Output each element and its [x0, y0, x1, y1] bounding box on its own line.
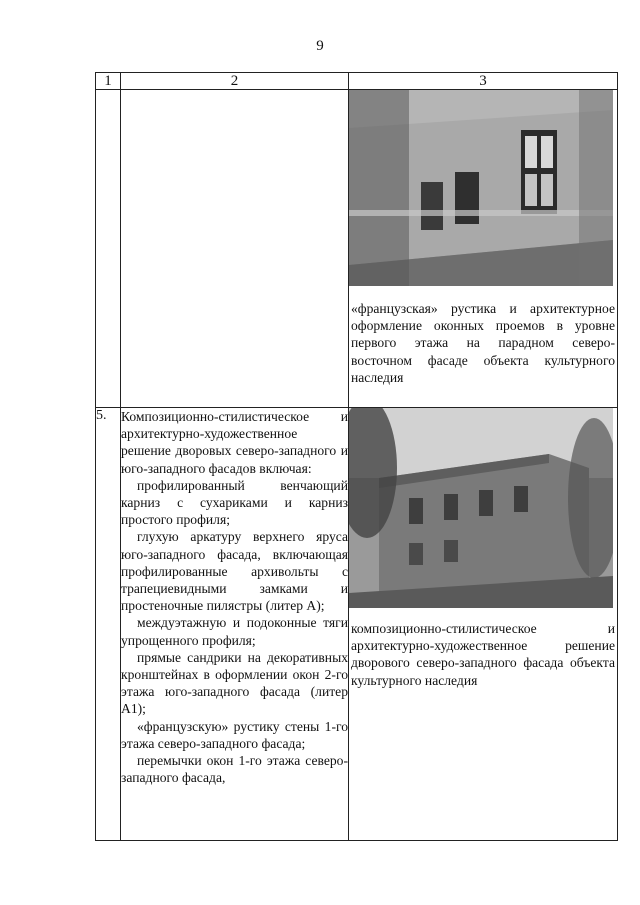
- photo-caption-parade: «французская» рустика и архитектурное оформление оконных проемов в уровне первого этажа на парадном северо-восточном фасаде объекта культурного наследия: [351, 301, 615, 385]
- row-description-cell: [121, 90, 349, 408]
- description-paragraph: междуэтажную и подоконные тяги упрощенного профиля;: [121, 615, 348, 648]
- description-paragraph: «французскую» рустику стены 1-го этажа северо-западного фасада;: [121, 718, 348, 751]
- column-header-1: 1: [96, 73, 121, 90]
- column-header-2: 2: [121, 73, 349, 90]
- row-illustration-cell: [349, 408, 618, 841]
- description-paragraph: профилированный венчающий карниз с сухариками и карниз простого профиля;: [121, 477, 348, 528]
- row-number-cell: 5.: [96, 408, 121, 841]
- photo-caption-courtyard: композиционно-стилистическое и архитектурно-художественное решение дворового северо-западного фасада объекта культурного наследия: [351, 621, 615, 688]
- table-row-5: [96, 408, 618, 841]
- row-illustration-cell: [349, 90, 618, 408]
- page-number: 9: [316, 38, 324, 54]
- description-paragraph: перемычки окон 1-го этажа северо-западного фасада,: [121, 753, 348, 786]
- row-description-cell: [121, 408, 349, 841]
- row-number-cell: [96, 90, 121, 408]
- column-header-3: 3: [349, 73, 618, 90]
- facade-photo-courtyard: [349, 408, 613, 608]
- table-header-row: [96, 73, 618, 90]
- description-paragraph: прямые сандрики на декоративных кронштейнах в оформлении окон 2-го этажа юго-западного фасада (литер А1);: [121, 649, 348, 717]
- facade-photo-parade: [349, 90, 613, 286]
- description-paragraph: Композиционно-стилистическое и архитектурно-художественное решение дворовых северо-западного и юго-западного фасадов включая:: [121, 409, 348, 476]
- table-row-continued: [96, 90, 618, 408]
- description-paragraph: глухую аркатуру верхнего яруса юго-западного фасада, включающая профилированные архивольты с трапециевидными замками и простеночные пилястры (литер А);: [121, 529, 348, 614]
- document-table: [95, 72, 618, 841]
